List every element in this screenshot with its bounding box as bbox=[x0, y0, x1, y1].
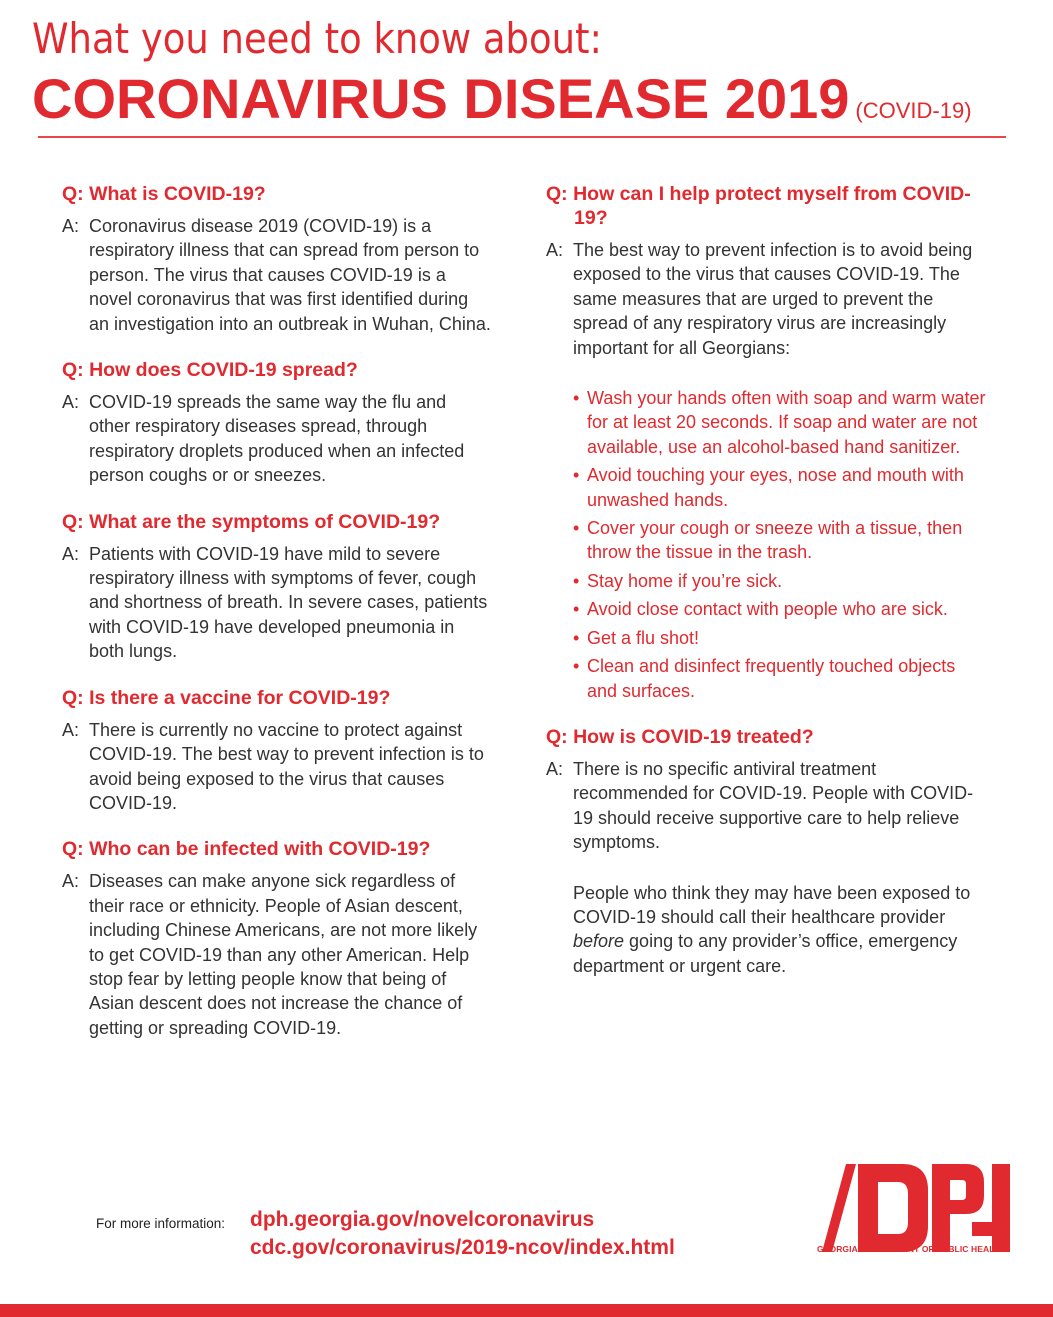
right-column bbox=[546, 182, 986, 1000]
bullet-icon: • bbox=[573, 570, 580, 591]
bottom-accent-bar bbox=[0, 1304, 1053, 1317]
qa-what-is bbox=[62, 182, 492, 336]
dph-logo-shapes bbox=[822, 1164, 1010, 1252]
left-column bbox=[62, 182, 492, 1062]
qa-who-infected bbox=[62, 837, 492, 1040]
list-item-text: Get a flu shot! bbox=[587, 627, 700, 648]
cdc-link[interactable]: cdc.gov/coronavirus/2019-ncov/index.html bbox=[250, 1236, 675, 1259]
title-text: CORONAVIRUS DISEASE 2019 bbox=[32, 67, 850, 130]
answer-text: The best way to prevent infection is to avoid being exposed to the virus that causes COVID-19. The same measures that are urged to prevent the spread of any respiratory virus are increasingly important for all Georgians: bbox=[573, 240, 973, 358]
question bbox=[62, 686, 492, 710]
header-divider bbox=[38, 136, 1006, 138]
question bbox=[62, 182, 492, 206]
qa-symptoms bbox=[62, 510, 492, 664]
list-item-text: Stay home if you’re sick. bbox=[587, 570, 783, 591]
list-item bbox=[573, 386, 986, 459]
answer bbox=[62, 214, 492, 336]
logo-slash-left bbox=[822, 1164, 856, 1252]
a-label: A: bbox=[62, 216, 80, 236]
list-item-text: Wash your hands often with soap and warm water for at least 20 seconds. If soap and water are not available, use an alcohol-based hand sanitizer. bbox=[587, 388, 986, 457]
header-kicker: What you need to know about: bbox=[32, 14, 602, 63]
footer-label: For more information: bbox=[96, 1216, 226, 1231]
question bbox=[62, 837, 492, 861]
logo-letter-d bbox=[858, 1164, 928, 1252]
emphasis-text: before bbox=[573, 931, 625, 952]
answer-text: COVID-19 spreads the same way the flu and other respiratory diseases spread, through respiratory droplets produced when an infected person coughs or or sneezes. bbox=[89, 392, 465, 486]
question-text: What are the symptoms of COVID-19? bbox=[89, 510, 441, 533]
followup-text: People who think they may have been exposed to COVID-19 should call their healthcare provider bbox=[573, 882, 971, 927]
answer bbox=[62, 718, 492, 816]
q-label: Q: bbox=[62, 510, 84, 533]
question bbox=[62, 358, 492, 382]
answer-text: Patients with COVID-19 have mild to severe respiratory illness with symptoms of fever, cough and shortness of breath. In severe cases, patients with COVID-19 have developed pneumonia in both lungs. bbox=[89, 543, 488, 662]
list-item-text: Clean and disinfect frequently touched objects and surfaces. bbox=[587, 656, 956, 701]
answer bbox=[62, 869, 492, 1040]
logo-letter-p bbox=[932, 1164, 984, 1252]
a-label: A: bbox=[62, 719, 80, 740]
answer-text: There is currently no vaccine to protect against COVID-19. The best way to prevent infection is to avoid being exposed to the virus that causes COVID-19. bbox=[89, 719, 484, 813]
answer bbox=[546, 238, 986, 360]
question-text: Is there a vaccine for COVID-19? bbox=[89, 686, 391, 709]
list-item bbox=[573, 654, 986, 703]
a-label: A: bbox=[62, 392, 80, 413]
qa-spread bbox=[62, 358, 492, 488]
dph-link[interactable]: dph.georgia.gov/novelcoronavirus bbox=[250, 1208, 595, 1231]
answer bbox=[62, 390, 492, 488]
list-item-text: Cover your cough or sneeze with a tissue, then throw the tissue in the trash. bbox=[587, 518, 963, 563]
followup-text-end: going to any provider’s office, emergency department or urgent care. bbox=[573, 931, 958, 976]
question-text: How is COVID-19 treated? bbox=[573, 725, 814, 748]
q-label: Q: bbox=[546, 725, 568, 748]
bullet-icon: • bbox=[573, 518, 580, 539]
page-title bbox=[32, 66, 972, 131]
list-item bbox=[573, 463, 986, 512]
answer-text: Diseases can make anyone sick regardless of their race or ethnicity. People of Asian descent, including Chinese Americans, are not more likely to get COVID-19 than any other American. Help stop fear by letting people know that being of Asian descent does not increase the chance of getting or spreading COVID-19. bbox=[89, 871, 478, 1038]
qa-treated bbox=[546, 725, 986, 978]
a-label: A: bbox=[62, 871, 80, 892]
question-text: How can I help protect myself from COVID-19? bbox=[573, 183, 971, 229]
bullet-icon: • bbox=[573, 599, 580, 620]
a-label: A: bbox=[546, 758, 564, 779]
list-item bbox=[573, 569, 986, 593]
answer bbox=[546, 757, 986, 855]
list-item-text: Avoid close contact with people who are sick. bbox=[587, 599, 948, 620]
question-text: Who can be infected with COVID-19? bbox=[89, 838, 431, 861]
question bbox=[546, 182, 986, 230]
a-label: A: bbox=[546, 240, 564, 260]
question bbox=[62, 510, 492, 534]
list-item bbox=[573, 597, 986, 621]
bullet-icon: • bbox=[573, 656, 580, 677]
a-label: A: bbox=[62, 543, 80, 564]
question-text: What is COVID-19? bbox=[89, 183, 266, 205]
q-label: Q: bbox=[546, 183, 568, 205]
qa-protect bbox=[546, 182, 986, 703]
q-label: Q: bbox=[62, 686, 84, 709]
bullet-icon: • bbox=[573, 465, 580, 486]
title-suffix: (COVID-19) bbox=[855, 98, 972, 123]
answer-text: There is no specific antiviral treatment recommended for COVID-19. People with COVID-19 should receive supportive care to help relieve symptoms. bbox=[573, 758, 974, 853]
question-text: How does COVID-19 spread? bbox=[89, 359, 358, 382]
answer-followup bbox=[573, 881, 986, 979]
qa-vaccine bbox=[62, 686, 492, 816]
list-item bbox=[573, 516, 986, 565]
dph-logo-icon bbox=[816, 1160, 1016, 1256]
bullet-icon: • bbox=[573, 627, 580, 648]
q-label: Q: bbox=[62, 838, 84, 861]
list-item bbox=[573, 626, 986, 650]
bullet-icon: • bbox=[573, 388, 580, 409]
q-label: Q: bbox=[62, 183, 84, 205]
question bbox=[546, 725, 986, 749]
dph-caption: GEORGIA DEPARTMENT OF PUBLIC HEALTH bbox=[817, 1244, 1006, 1254]
list-item-text: Avoid touching your eyes, nose and mouth with unwashed hands. bbox=[587, 465, 964, 510]
q-label: Q: bbox=[62, 359, 84, 382]
answer-text: Coronavirus disease 2019 (COVID-19) is a respiratory illness that can spread from person to person. The virus that causes COVID-19 is a novel coronavirus that was first identified during an investigation into an outbreak in Wuhan, China. bbox=[89, 216, 491, 334]
prevention-list bbox=[546, 386, 986, 703]
answer bbox=[62, 542, 492, 664]
